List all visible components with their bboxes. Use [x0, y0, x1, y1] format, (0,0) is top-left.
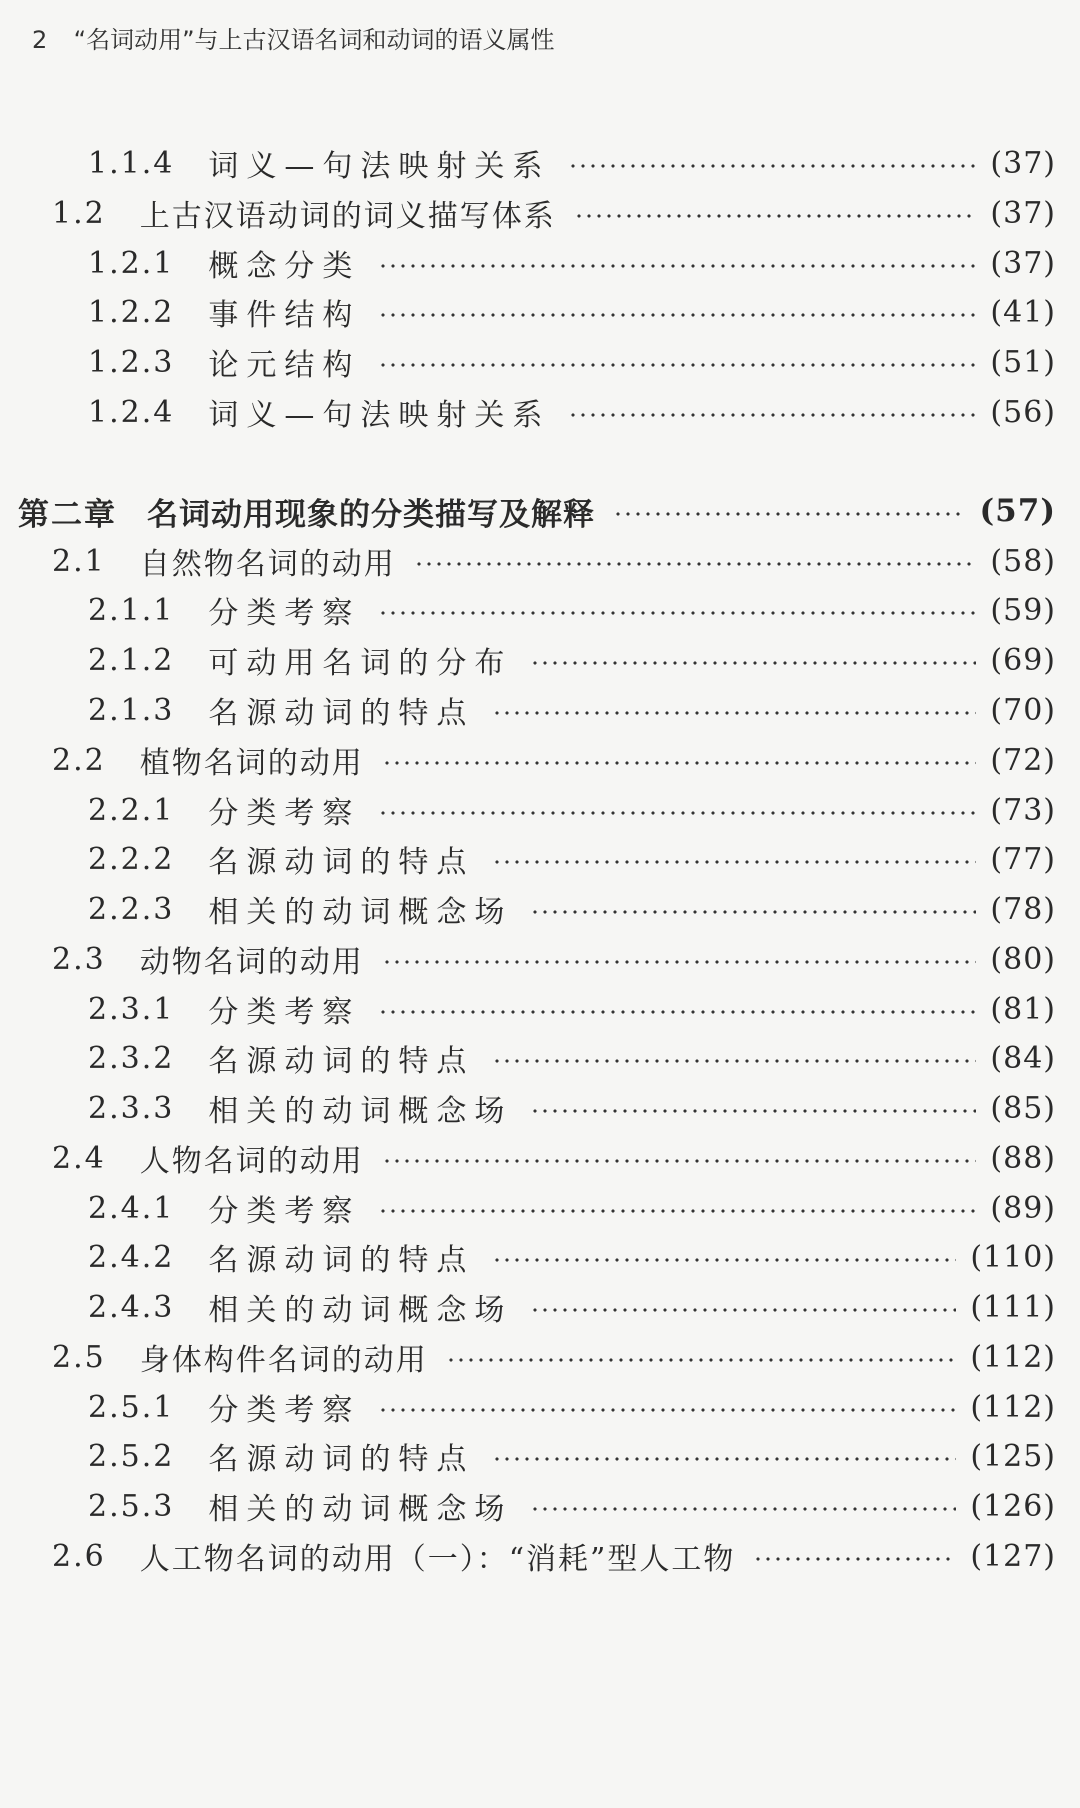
toc-entry-number: 2.2.1	[88, 792, 175, 828]
toc-entry-number: 2.5.1	[88, 1389, 175, 1425]
toc-entry-number: 2.3.1	[88, 991, 175, 1027]
toc-entry-title: 可动用名词的分布	[208, 646, 513, 681]
toc-entry	[0, 284, 1080, 340]
toc-entry	[0, 185, 1080, 241]
toc-entry-number: 2.4.3	[88, 1289, 175, 1325]
dot-leader	[378, 1010, 976, 1014]
dot-leader	[753, 1557, 956, 1561]
dot-leader	[530, 1308, 956, 1312]
toc-entry-page: (85)	[990, 1090, 1056, 1126]
toc-entry-title: 分类考察	[208, 796, 361, 831]
toc-entry-title: 分类考察	[208, 1194, 361, 1229]
toc-entry-number: 2.6	[52, 1538, 106, 1574]
dot-leader	[613, 512, 966, 516]
toc-entry-number: 2.1.3	[88, 692, 175, 728]
toc-entry-number: 2.5.2	[88, 1438, 175, 1474]
toc-entry	[0, 1379, 1080, 1435]
toc-entry	[0, 831, 1080, 887]
toc-entry-page: (78)	[990, 891, 1056, 927]
toc-entry-title: 名词动用现象的分类描写及解释	[147, 496, 595, 533]
toc-entry-title: 上古汉语动词的词义描写体系	[139, 199, 556, 234]
dot-leader	[382, 761, 976, 765]
toc-entry	[0, 1478, 1080, 1534]
toc-entry	[0, 931, 1080, 987]
dot-leader	[378, 1209, 976, 1213]
toc-entry	[0, 782, 1080, 838]
toc-entry-page: (51)	[990, 344, 1056, 380]
toc-entry-title: 相关的动词概念场	[208, 1293, 513, 1328]
toc-entry-title: 名源动词的特点	[208, 1243, 475, 1278]
toc-entry-number: 2.3	[52, 941, 106, 977]
dot-leader	[530, 661, 976, 665]
toc-entry	[0, 632, 1080, 688]
toc-entry-title: 人工物名词的动用（一）：“消耗”型人工物	[139, 1542, 736, 1577]
toc-entry-number: 2.1.1	[88, 592, 175, 628]
dot-leader	[492, 711, 976, 715]
toc-entry	[0, 533, 1080, 589]
toc-entry-number: 2.3.3	[88, 1090, 175, 1126]
toc-entry-number: 1.2.3	[88, 344, 175, 380]
dot-leader	[492, 1059, 976, 1063]
toc-entry	[0, 1130, 1080, 1186]
toc-entry-number: 第二章	[18, 496, 117, 533]
toc-entry-page: (37)	[990, 245, 1056, 281]
toc-entry-page: (84)	[990, 1040, 1056, 1076]
toc-entry	[0, 384, 1080, 440]
dot-leader	[378, 363, 976, 367]
toc-entry-number: 2.4.2	[88, 1239, 175, 1275]
toc-entry-number: 2.3.2	[88, 1040, 175, 1076]
toc-entry-title: 词义—句法映射关系	[208, 149, 551, 184]
toc-entry	[0, 1229, 1080, 1285]
toc-entry-number: 1.2.1	[88, 245, 175, 281]
dot-leader	[446, 1358, 957, 1362]
toc-entry	[0, 881, 1080, 937]
toc-entry-number: 1.2	[52, 195, 106, 231]
dot-leader	[414, 562, 976, 566]
dot-leader	[378, 811, 976, 815]
toc-entry-number: 1.2.2	[88, 294, 175, 330]
toc-entry-page: (112)	[970, 1339, 1056, 1375]
toc-entry-title: 词义—句法映射关系	[208, 398, 551, 433]
toc-entry-title: 分类考察	[208, 596, 361, 631]
toc-entry-page: (81)	[990, 991, 1056, 1027]
toc-entry-title: 分类考察	[208, 1393, 361, 1428]
toc-entry-page: (69)	[990, 642, 1056, 678]
page-number: 2	[32, 26, 48, 54]
toc-entry-title: 动物名词的动用	[139, 945, 364, 980]
dot-leader	[530, 1109, 976, 1113]
toc-entry-number: 1.1.4	[88, 145, 175, 181]
toc-entry-title: 人物名词的动用	[139, 1144, 364, 1179]
dot-leader	[574, 214, 976, 218]
toc-entry-number: 2.1	[52, 543, 106, 579]
toc-entry-page: (37)	[990, 145, 1056, 181]
toc-entry-number: 2.4	[52, 1140, 106, 1176]
toc-entry-page: (88)	[990, 1140, 1056, 1176]
toc-entry-page: (70)	[990, 692, 1056, 728]
toc-entry-page: (110)	[970, 1239, 1056, 1275]
toc-entry	[0, 1528, 1080, 1584]
toc-entry-title: 名源动词的特点	[208, 1044, 475, 1079]
toc-entry-title: 相关的动词概念场	[208, 1094, 513, 1129]
dot-leader	[378, 611, 976, 615]
toc-entry	[0, 682, 1080, 738]
dot-leader	[378, 313, 976, 317]
toc-entry-number: 2.2.2	[88, 841, 175, 877]
toc-entry-number: 2.2.3	[88, 891, 175, 927]
toc-entry-number: 1.2.4	[88, 394, 175, 430]
toc-entry	[0, 1329, 1080, 1385]
toc-entry-page: (58)	[990, 543, 1056, 579]
toc-entry	[0, 1279, 1080, 1335]
dot-leader	[530, 1507, 956, 1511]
toc-entry-title: 分类考察	[208, 995, 361, 1030]
dot-leader	[382, 1159, 976, 1163]
toc-entry	[0, 334, 1080, 390]
toc-entry-page: (72)	[990, 742, 1056, 778]
toc-entry-number: 2.2	[52, 742, 106, 778]
toc-entry	[0, 1428, 1080, 1484]
running-header	[32, 20, 555, 55]
toc-entry-title: 名源动词的特点	[208, 845, 475, 880]
toc-entry	[0, 1180, 1080, 1236]
toc-entry-title: 名源动词的特点	[208, 1442, 475, 1477]
toc-entry-title: 身体构件名词的动用	[139, 1343, 428, 1378]
toc-entry-title: 相关的动词概念场	[208, 895, 513, 930]
toc-entry-title: 植物名词的动用	[139, 746, 364, 781]
toc-entry-page: (37)	[990, 195, 1056, 231]
dot-leader	[492, 860, 976, 864]
toc-entry-title: 概念分类	[208, 249, 361, 284]
toc-entry-page: (77)	[990, 841, 1056, 877]
toc-entry-number: 2.5.3	[88, 1488, 175, 1524]
toc-entry-number: 2.4.1	[88, 1190, 175, 1226]
toc-entry-page: (56)	[990, 394, 1056, 430]
dot-leader	[492, 1457, 956, 1461]
toc-entry	[0, 981, 1080, 1037]
toc-entry-page: (57)	[979, 493, 1056, 529]
toc-entry-title: 相关的动词概念场	[208, 1492, 513, 1527]
running-title: “名词动用”与上古汉语名词和动词的语义属性	[73, 26, 555, 54]
dot-leader	[378, 264, 976, 268]
toc-entry	[0, 483, 1080, 539]
toc-entry-page: (73)	[990, 792, 1056, 828]
toc-entry-number: 2.5	[52, 1339, 106, 1375]
toc-entry-page: (127)	[970, 1538, 1056, 1574]
toc-entry	[0, 235, 1080, 291]
toc-entry-page: (111)	[970, 1289, 1056, 1325]
toc-entry-title: 自然物名词的动用	[139, 547, 396, 582]
dot-leader	[568, 164, 976, 168]
toc-entry-page: (80)	[990, 941, 1056, 977]
dot-leader	[382, 960, 976, 964]
toc-entry-title: 名源动词的特点	[208, 696, 475, 731]
toc-entry	[0, 1080, 1080, 1136]
toc-entry-page: (125)	[970, 1438, 1056, 1474]
toc-entry-page: (41)	[990, 294, 1056, 330]
toc-entry-title: 事件结构	[208, 298, 361, 333]
toc-entry-page: (59)	[990, 592, 1056, 628]
dot-leader	[568, 413, 976, 417]
toc-entry-title: 论元结构	[208, 348, 361, 383]
toc-entry	[0, 732, 1080, 788]
toc-entry	[0, 1030, 1080, 1086]
dot-leader	[378, 1408, 956, 1412]
toc-entry-page: (126)	[970, 1488, 1056, 1524]
toc-entry-page: (89)	[990, 1190, 1056, 1226]
dot-leader	[492, 1258, 956, 1262]
toc-entry	[0, 135, 1080, 191]
toc-entry	[0, 582, 1080, 638]
toc-entry-page: (112)	[970, 1389, 1056, 1425]
toc-entry-number: 2.1.2	[88, 642, 175, 678]
dot-leader	[530, 910, 976, 914]
